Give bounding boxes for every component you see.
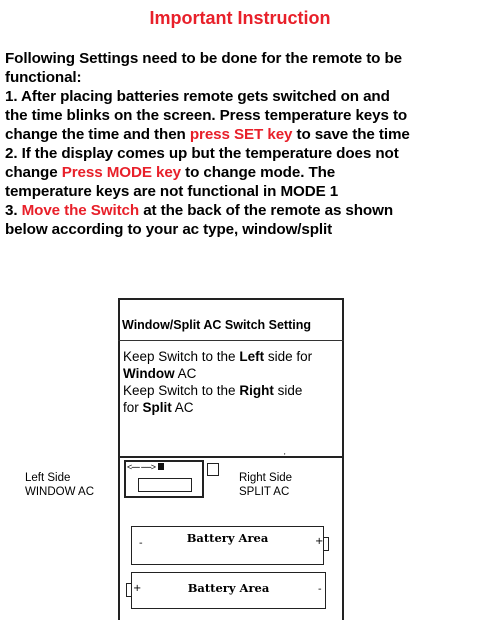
left-side-label: Left Side WINDOW AC [25, 472, 94, 498]
instruction-line: 2. If the display comes up but the temperature does not [5, 145, 399, 162]
instructions-text [5, 49, 477, 239]
switch-direction-arrow-icon: <---- -----> [127, 462, 155, 472]
instruction-text: change [5, 164, 62, 181]
battery-terminal-icon [126, 583, 132, 597]
switch-button-icon [207, 463, 219, 476]
instruction-text: 3. [5, 202, 22, 219]
highlight-move-switch: Move the Switch [21, 202, 140, 219]
divider [118, 456, 344, 458]
instruction-line: functional: [5, 69, 82, 86]
right-side-label: Right Side SPLIT AC [239, 472, 293, 498]
instruction-line: the time blinks on the screen. Press temperature keys to [5, 107, 408, 124]
battery-label: Battery Area [186, 531, 269, 545]
instruction-line: 1. After placing batteries remote gets switched on and [5, 88, 390, 105]
battery-label: Battery Area [187, 581, 270, 595]
battery-terminal-icon [323, 537, 329, 551]
instruction-text: to change mode. The [181, 164, 336, 181]
instruction-line [5, 201, 477, 220]
description-line: Keep Switch to the Right side [123, 383, 303, 398]
plus-sign: + [315, 536, 324, 547]
divider [118, 340, 344, 341]
instruction-line: Following Settings need to be done for the remote to be [5, 50, 402, 67]
page-title: Important Instruction [149, 8, 331, 28]
switch-knob [158, 463, 164, 470]
divider-tick: ' [284, 452, 286, 461]
switch-slot [138, 478, 192, 492]
description-line: Window AC [123, 366, 197, 381]
instruction-line [5, 125, 477, 144]
highlight-mode-key: Press MODE key [61, 164, 182, 181]
description-line: for Split AC [123, 400, 194, 415]
highlight-set-key: press SET key [189, 126, 293, 143]
instruction-text: change the time and then [5, 126, 190, 143]
diagram-heading: Window/Split AC Switch Setting [122, 318, 311, 332]
instruction-line [5, 163, 477, 182]
instruction-text: to save the time [292, 126, 410, 143]
minus-sign: - [139, 538, 143, 549]
instruction-line: below according to your ac type, window/split [5, 221, 333, 238]
description-line: Keep Switch to the Left side for [123, 349, 313, 364]
battery-area-top [131, 526, 324, 565]
battery-area-bottom [131, 572, 326, 609]
instruction-text: at the back of the remote as shown [139, 202, 393, 219]
plus-sign: + [133, 583, 142, 594]
minus-sign: - [318, 584, 322, 595]
diagram-description [123, 348, 343, 416]
instruction-line: temperature keys are not functional in MODE 1 [5, 183, 339, 200]
